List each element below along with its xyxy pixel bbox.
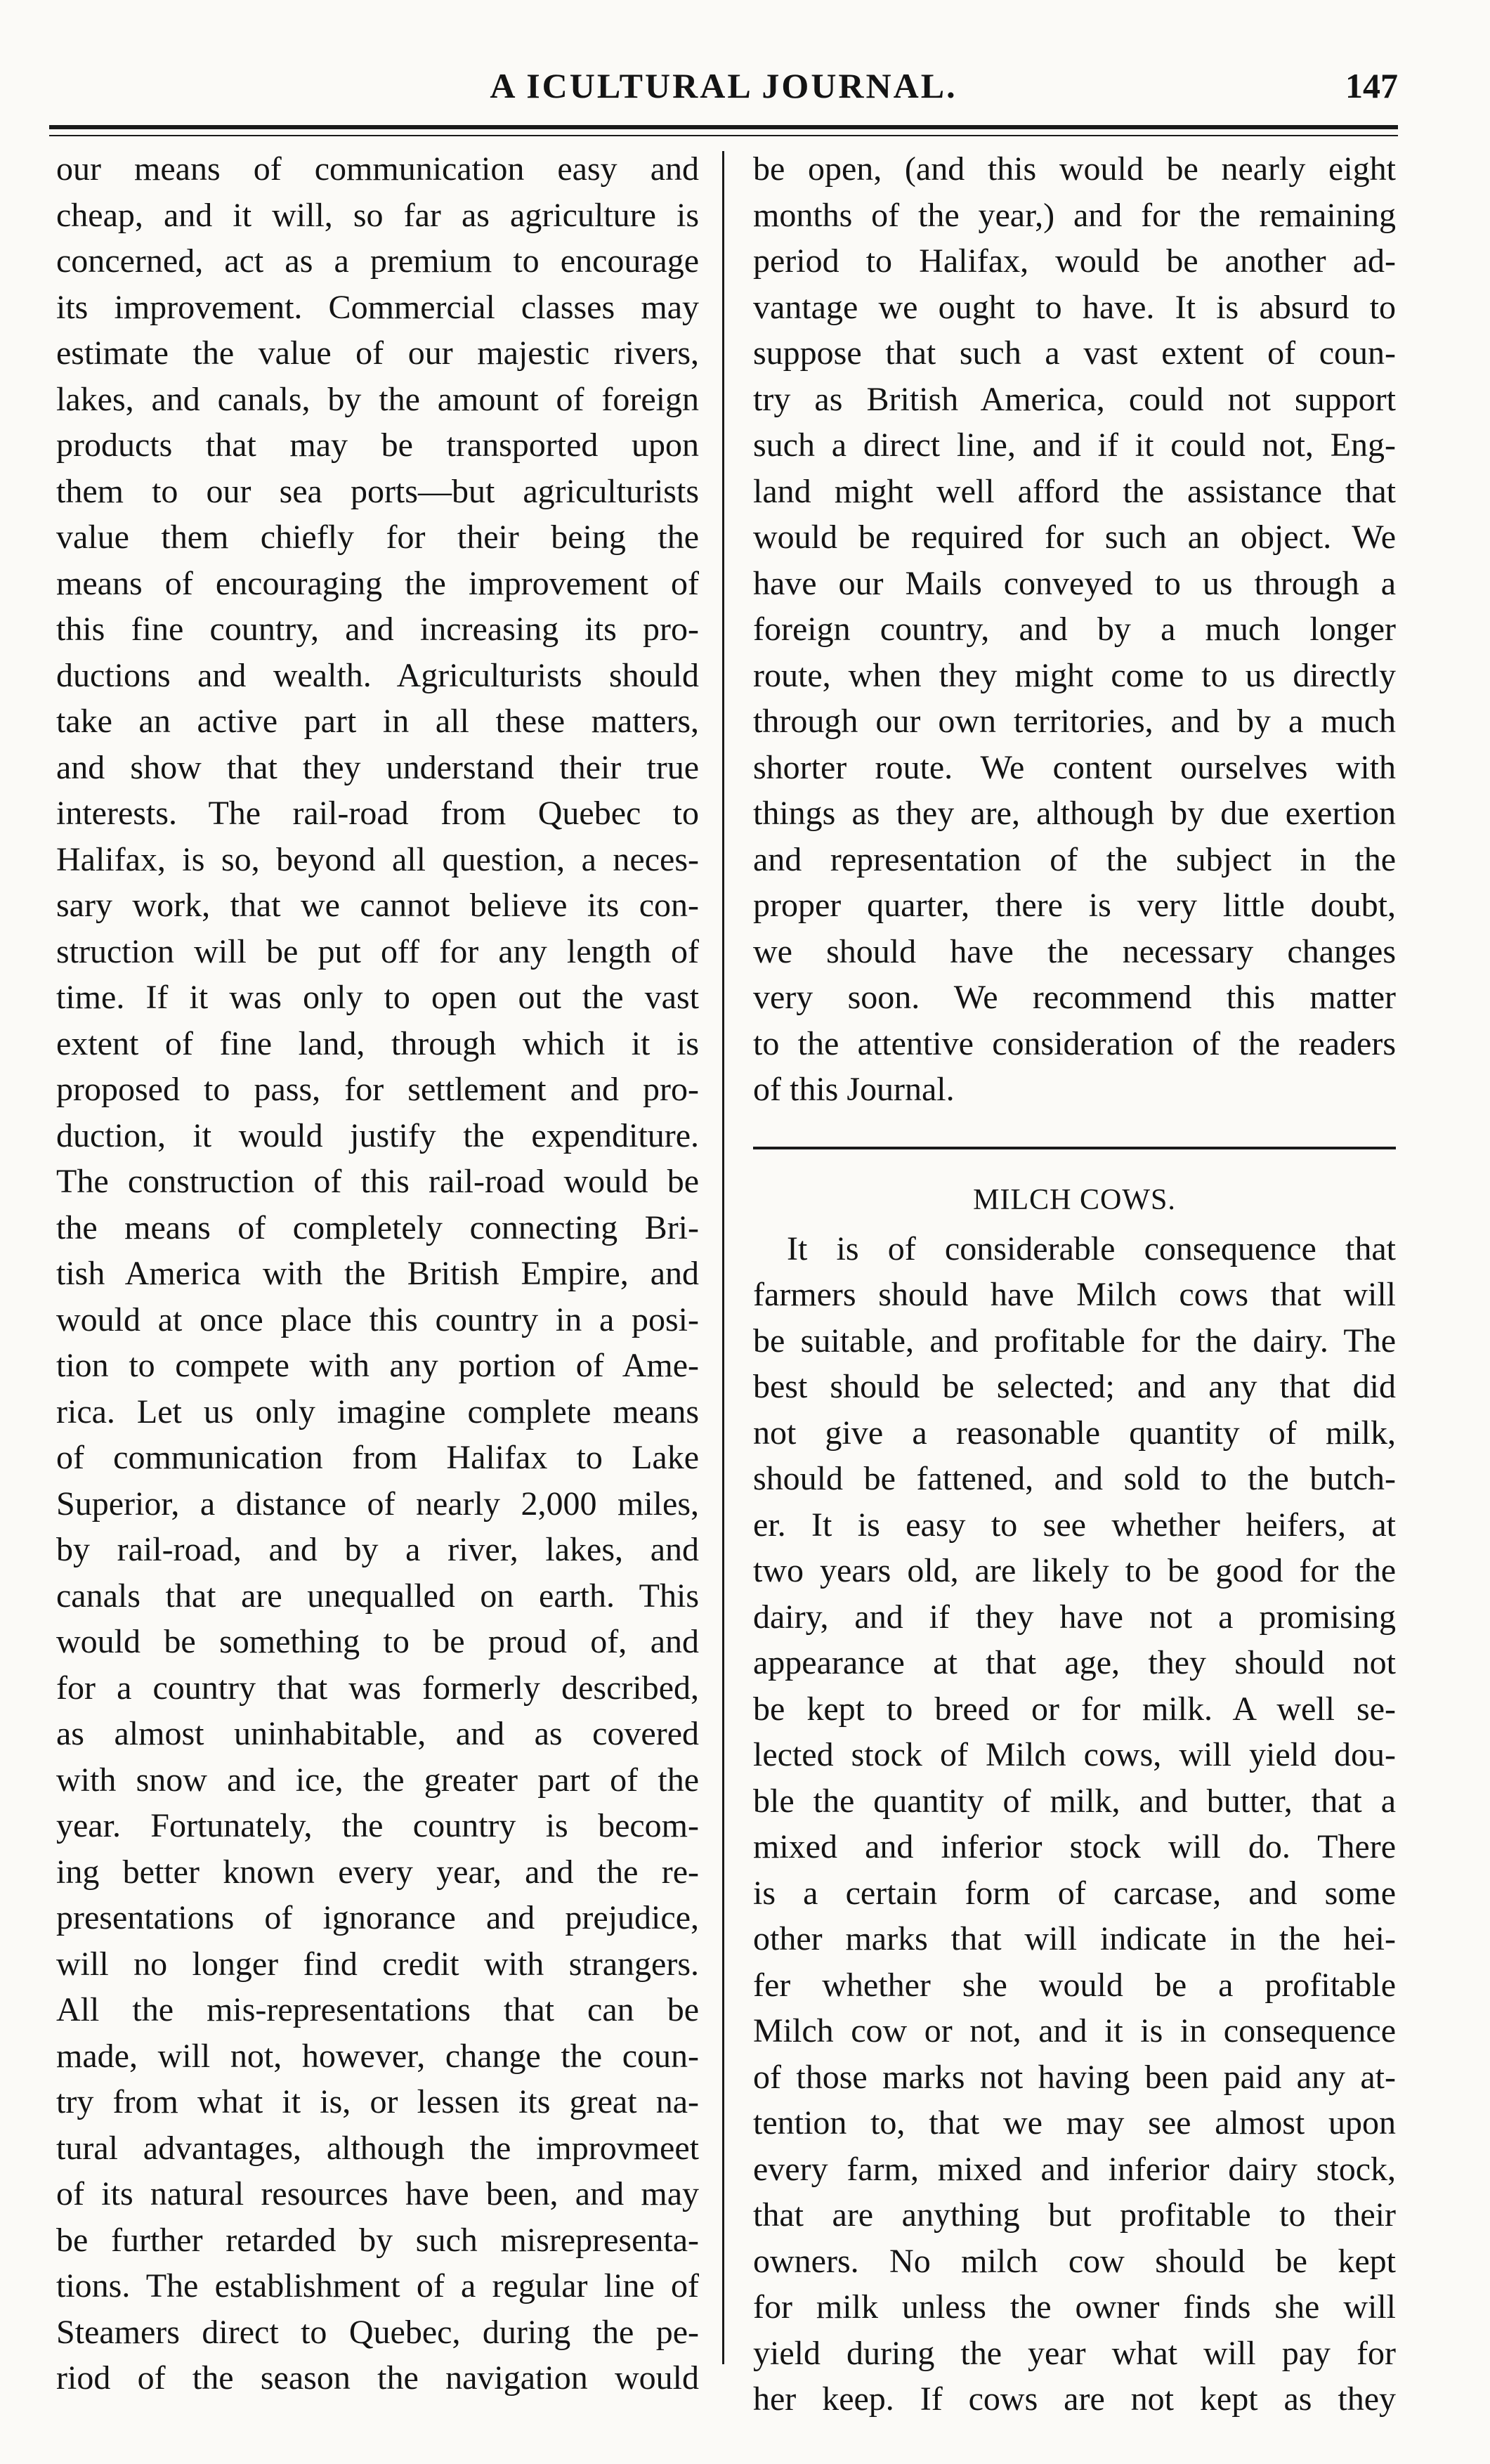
left-column-text: [56, 146, 699, 2401]
text-line: appearance at that age, they should not: [753, 1644, 1396, 1681]
text-line: and representation of the subject in the: [753, 840, 1396, 878]
text-line: shorter route. We content ourselves with: [753, 748, 1396, 786]
text-line: extent of fine land, through which it is: [56, 1024, 699, 1062]
text-line: is a certain form of carcase, and some: [753, 1874, 1396, 1912]
text-line: route, when they might come to us directly: [753, 656, 1396, 694]
text-line: canals that are unequalled on earth. This: [56, 1577, 699, 1615]
text-line: duction, it would justify the expenditure.: [56, 1116, 699, 1154]
text-line: vantage we ought to have. It is absurd to: [753, 288, 1396, 326]
text-line: proposed to pass, for settlement and pro-: [56, 1071, 699, 1108]
text-line: of those marks not having been paid any at-: [753, 2058, 1396, 2096]
text-line: we should have the necessary changes: [753, 932, 1396, 970]
text-line: lakes, and canals, by the amount of foreign: [56, 380, 699, 418]
text-line: things as they are, although by due exertion: [753, 795, 1396, 832]
text-line: with snow and ice, the greater part of the: [56, 1761, 699, 1799]
text-line: cheap, and it will, so far as agriculture is: [56, 196, 699, 234]
text-line: take an active part in all these matters,: [56, 703, 699, 740]
text-line: try from what it is, or lessen its great na-: [56, 2083, 699, 2120]
text-line: presentations of ignorance and prejudice,: [56, 1899, 699, 1936]
text-line: tish America with the British Empire, and: [56, 1255, 699, 1292]
text-line: rica. Let us only imagine complete means: [56, 1393, 699, 1430]
text-line: Steamers direct to Quebec, during the pe-: [56, 2313, 699, 2351]
text-line: of communication from Halifax to Lake: [56, 1439, 699, 1476]
text-line: best should be selected; and any that did: [753, 1368, 1396, 1405]
text-line: will no longer find credit with strangers.: [56, 1945, 699, 1983]
text-line: foreign country, and by a much longer: [753, 611, 1396, 648]
text-line: struction will be put off for any length of: [56, 932, 699, 970]
right-column-text: [753, 146, 1396, 1113]
text-line: time. If it was only to open out the vast: [56, 979, 699, 1016]
text-line: would at once place this country in a posi-: [56, 1301, 699, 1338]
text-line: for milk unless the owner finds she will: [753, 2288, 1396, 2326]
text-line: year. Fortunately, the country is becom-: [56, 1807, 699, 1844]
text-line: other marks that will indicate in the hei-: [753, 1920, 1396, 1957]
text-line: Milch cow or not, and it is in consequence: [753, 2012, 1396, 2049]
text-line: land might well afford the assistance that: [753, 472, 1396, 510]
text-line: It is of considerable consequence that: [787, 1230, 1396, 1267]
text-line: ductions and wealth. Agriculturists should: [56, 656, 699, 694]
header-rule-thin: [49, 135, 1398, 136]
text-line: farmers should have Milch cows that will: [753, 1276, 1396, 1313]
text-line: estimate the value of our majestic rivers,: [56, 334, 699, 372]
text-line: very soon. We recommend this matter: [753, 979, 1396, 1016]
text-line: ble the quantity of milk, and butter, that a: [753, 1782, 1396, 1820]
text-line: tention to, that we may see almost upon: [753, 2104, 1396, 2142]
text-line: by rail-road, and by a river, lakes, and: [56, 1531, 699, 1568]
left-column: [56, 146, 699, 2401]
text-line: sary work, that we cannot believe its con-: [56, 887, 699, 924]
running-title: A ICULTURAL JOURNAL.: [490, 66, 958, 105]
column-divider: [722, 151, 724, 2364]
text-line: and show that they understand their true: [56, 748, 699, 786]
text-line: the means of completely connecting Bri-: [56, 1208, 699, 1246]
text-line: lected stock of Milch cows, will yield dou-: [753, 1736, 1396, 1773]
text-line: fer whether she would be a profitable: [753, 1966, 1396, 2004]
text-line: All the mis-representations that can be: [56, 1991, 699, 2028]
text-line: be kept to breed or for milk. A well se-: [753, 1690, 1396, 1728]
text-line: yield during the year what will pay for: [753, 2334, 1396, 2372]
running-header: [49, 58, 1398, 114]
text-line: value them chiefly for their being the: [56, 519, 699, 556]
text-line: period to Halifax, would be another ad-: [753, 242, 1396, 280]
text-line: concerned, act as a premium to encourage: [56, 242, 699, 280]
text-line: this fine country, and increasing its pro-: [56, 611, 699, 648]
text-line: through our own territories, and by a much: [753, 703, 1396, 740]
text-line: The construction of this rail-road would be: [56, 1163, 699, 1200]
text-line: tural advantages, although the improvmeet: [56, 2129, 699, 2167]
text-line: for a country that was formerly described,: [56, 1669, 699, 1707]
text-line: ing better known every year, and the re-: [56, 1853, 699, 1891]
text-line: them to our sea ports—but agriculturists: [56, 472, 699, 510]
text-line: of its natural resources have been, and may: [56, 2175, 699, 2212]
text-line: Halifax, is so, beyond all question, a neces-: [56, 840, 699, 878]
text-line: be further retarded by such misrepresenta-: [56, 2221, 699, 2259]
text-line: products that may be transported upon: [56, 426, 699, 464]
text-line: two years old, are likely to be good for the: [753, 1552, 1396, 1589]
text-line: every farm, mixed and inferior dairy stock,: [753, 2150, 1396, 2188]
text-line: Superior, a distance of nearly 2,000 miles,: [56, 1485, 699, 1523]
text-line: its improvement. Commercial classes may: [56, 288, 699, 326]
text-line: would be required for such an object. We: [753, 519, 1396, 556]
text-line: her keep. If cows are not kept as they: [753, 2380, 1396, 2418]
text-line: such a direct line, and if it could not, Eng-: [753, 426, 1396, 464]
text-line: have our Mails conveyed to us through a: [753, 564, 1396, 602]
text-line: dairy, and if they have not a promising: [753, 1598, 1396, 1636]
text-line: as almost uninhabitable, and as covered: [56, 1715, 699, 1752]
text-line: to the attentive consideration of the readers: [753, 1024, 1396, 1062]
text-line: that are anything but profitable to their: [753, 2196, 1396, 2234]
text-line: owners. No milch cow should be kept: [753, 2242, 1396, 2280]
section-title: MILCH COWS.: [973, 1183, 1176, 1216]
text-line: months of the year,) and for the remaining: [753, 196, 1396, 234]
page-number: 147: [1345, 66, 1398, 105]
text-line: proper quarter, there is very little doubt,: [753, 887, 1396, 924]
text-line: not give a reasonable quantity of milk,: [753, 1414, 1396, 1452]
section-rule: [753, 1147, 1396, 1149]
text-line: riod of the season the navigation would: [56, 2359, 699, 2397]
text-line: means of encouraging the improvement of: [56, 564, 699, 602]
text-line: suppose that such a vast extent of coun-: [753, 334, 1396, 372]
text-line: try as British America, could not support: [753, 380, 1396, 418]
text-line: tion to compete with any portion of Ame-: [56, 1347, 699, 1384]
text-line: mixed and inferior stock will do. There: [753, 1828, 1396, 1865]
text-line: our means of communication easy and: [56, 150, 699, 188]
text-line: of this Journal.: [753, 1071, 955, 1108]
text-line: should be fattened, and sold to the butch-: [753, 1460, 1396, 1497]
header-rule-thick: [49, 125, 1398, 129]
text-line: interests. The rail-road from Quebec to: [56, 795, 699, 832]
text-line: would be something to be proud of, and: [56, 1623, 699, 1660]
milch-cows-text: [753, 1226, 1396, 2423]
text-line: be open, (and this would be nearly eight: [753, 150, 1396, 188]
text-line: made, will not, however, change the coun-: [56, 2037, 699, 2075]
text-line: er. It is easy to see whether heifers, at: [753, 1506, 1396, 1544]
text-line: be suitable, and profitable for the dairy. The: [753, 1322, 1396, 1360]
text-line: tions. The establishment of a regular line of: [56, 2267, 699, 2305]
right-column: [753, 146, 1396, 2423]
